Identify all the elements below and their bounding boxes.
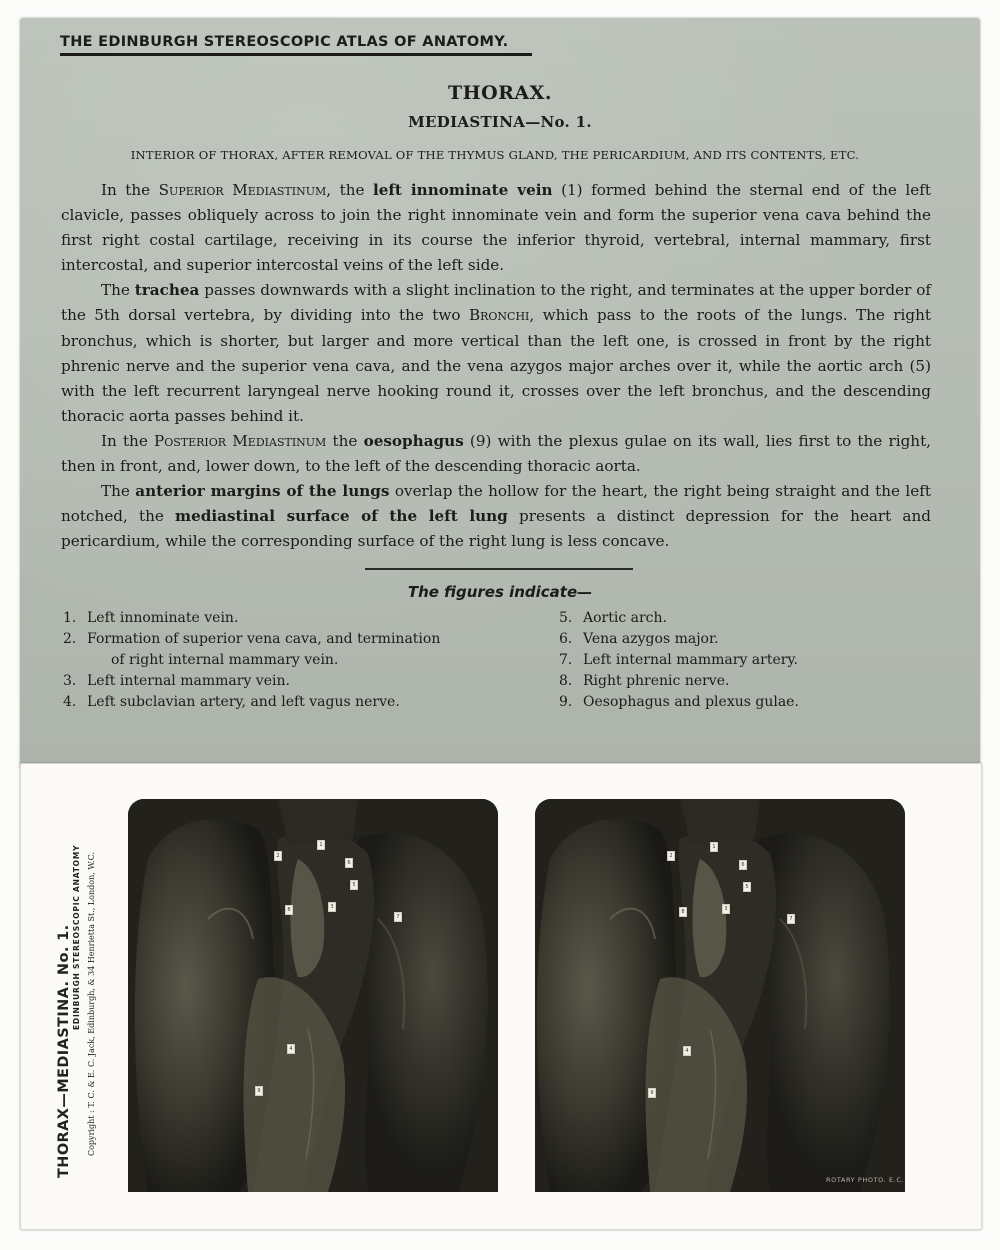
figure-legend-item (559, 629, 719, 650)
text-run: In the (101, 431, 155, 450)
text-run: passes downwards with a slight inclination to the right, and terminates at the upper border of the 5th dorsal vertebra, by dividing into the two (61, 281, 931, 325)
figure-legend-item (63, 671, 290, 692)
stereo-photo-left (128, 799, 498, 1192)
marker-tag: 2 (274, 851, 282, 861)
marker-tag: 8 (285, 905, 293, 915)
figure-text: Vena azygos major. (583, 631, 719, 647)
term-bold: oesophagus (363, 431, 464, 450)
text-run: the (326, 431, 364, 450)
marker-tag: 5 (350, 880, 358, 890)
text-run: In the (101, 181, 159, 199)
marker-tag: 6 (739, 860, 747, 870)
marker-tag: 9 (648, 1088, 656, 1098)
figure-text: Oesophagus and plexus gulae. (583, 694, 799, 710)
marker-tag: 7 (394, 912, 402, 922)
figure-number: 3. (63, 673, 77, 689)
figure-legend-item (63, 629, 440, 671)
atlas-title: THE EDINBURGH STEREOSCOPIC ATLAS OF ANATOMY. (60, 34, 509, 50)
paragraph-trachea (61, 278, 931, 429)
card-side-title: THORAX—MEDIASTINA. No. 1. (56, 924, 72, 1178)
term-small-caps: Superior Mediastinum (158, 181, 327, 199)
figure-text: Left subclavian artery, and left vagus nerve. (87, 694, 400, 710)
term-bold: left innominate vein (372, 181, 553, 199)
description-text (61, 178, 931, 554)
marker-tag: 8 (679, 907, 687, 917)
figure-text: Left internal mammary artery. (583, 652, 798, 668)
text-run: presents a distinct depression for the heart and pericardium, while the corresponding surface of the right lung is less concave. (61, 507, 931, 551)
text-run: The (101, 281, 135, 300)
figure-number: 7. (559, 652, 573, 668)
figure-text: Left internal mammary vein. (87, 673, 290, 689)
text-run: , which pass to the roots of the lungs. The right bronchus, which is shorter, but larger and more vertical than the left one, is crossed in front by the right phrenic nerve and the superior vena cava, and the vena azygos major arches over it, while the aortic arch (5) with the left recurrent laryngeal nerve hooking round it, crosses over the left bronchus, and the descending thoracic aorta passes behind it. (61, 306, 932, 425)
paragraph-superior-mediastinum (61, 178, 931, 278)
thorax-dissection-image (128, 799, 498, 1192)
plate-subtitle: INTERIOR OF THORAX, AFTER REMOVAL OF THE THYMUS GLAND, THE PERICARDIUM, AND ITS CONTENTS, ETC. (130, 148, 860, 162)
figure-number: 4. (63, 694, 77, 710)
term-small-caps: Posterior Mediastinum (154, 431, 327, 450)
figure-legend-item (63, 692, 400, 713)
marker-tag: 1 (710, 842, 718, 852)
term-bold: anterior margins of the lungs (135, 482, 390, 501)
marker-tag: 4 (683, 1046, 691, 1056)
section-divider (365, 568, 633, 570)
paragraph-lungs (61, 479, 931, 554)
figure-number: 9. (559, 694, 573, 710)
text-run: (1) formed behind the sternal end of the left clavicle, passes obliquely across to join the right innominate vein and form the superior vena cava behind the first right costal cartilage, receiving in its course the inferior thyroid, vertebral, internal mammary, first intercostal, and superior intercostal veins of the left side. (61, 181, 931, 275)
figure-number: 8. (559, 673, 573, 689)
card-copyright: Copyright : T. C. & E. C. Jack, Edinburgh, & 34 Henrietta St., London, W.C. (87, 851, 96, 1156)
marker-tag: 3 (328, 902, 336, 912)
text-run: , the (326, 181, 373, 199)
section-title: THORAX. (447, 82, 553, 104)
paragraph-posterior-mediastinum (61, 429, 931, 479)
figure-legend-item (559, 608, 667, 629)
marker-tag: 6 (345, 858, 353, 868)
card-side-caption (56, 818, 96, 1178)
marker-tag: 7 (787, 914, 795, 924)
text-run: The (101, 482, 136, 501)
term-small-caps: Bronchi (468, 306, 530, 325)
figure-text: Aortic arch. (583, 610, 667, 626)
marker-tag: 9 (255, 1086, 263, 1096)
text-run: overlap the hollow for the heart, the right being straight and the left notched, the (61, 482, 931, 526)
marker-tag: 2 (667, 851, 675, 861)
figure-number: 2. (63, 631, 77, 647)
figure-number: 5. (559, 610, 573, 626)
atlas-title-underline (60, 53, 532, 56)
figure-text: Formation of superior vena cava, and termination (87, 631, 441, 647)
card-side-publisher: EDINBURGH STEREOSCOPIC ANATOMY (72, 844, 81, 1030)
figure-legend-item (63, 608, 238, 629)
figure-legend-item (559, 650, 798, 671)
figure-number: 1. (63, 610, 77, 626)
figure-text-continued: of right internal mammary vein. (111, 652, 339, 668)
marker-tag: 1 (317, 840, 325, 850)
term-bold: trachea (134, 281, 200, 300)
figure-legend-item (559, 671, 729, 692)
term-bold: mediastinal surface of the left lung (175, 507, 508, 526)
plate-title: MEDIASTINA—No. 1. (408, 113, 592, 131)
marker-tag: 3 (722, 904, 730, 914)
photo-credit: ROTARY PHOTO. E.C. (826, 1176, 905, 1184)
marker-tag: 5 (743, 882, 751, 892)
thorax-dissection-image (535, 799, 905, 1192)
figure-number: 6. (559, 631, 573, 647)
marker-tag: 4 (287, 1044, 295, 1054)
stereo-photo-right (535, 799, 905, 1192)
text-run: (9) with the plexus gulae on its wall, lies first to the right, then in front, and, lower down, to the left of the descending thoracic aorta. (61, 431, 932, 476)
figures-heading: The figures indicate— (407, 583, 593, 601)
figure-text: Left innominate vein. (87, 610, 239, 626)
figure-text: Right phrenic nerve. (583, 673, 730, 689)
figure-legend-item (559, 692, 799, 713)
